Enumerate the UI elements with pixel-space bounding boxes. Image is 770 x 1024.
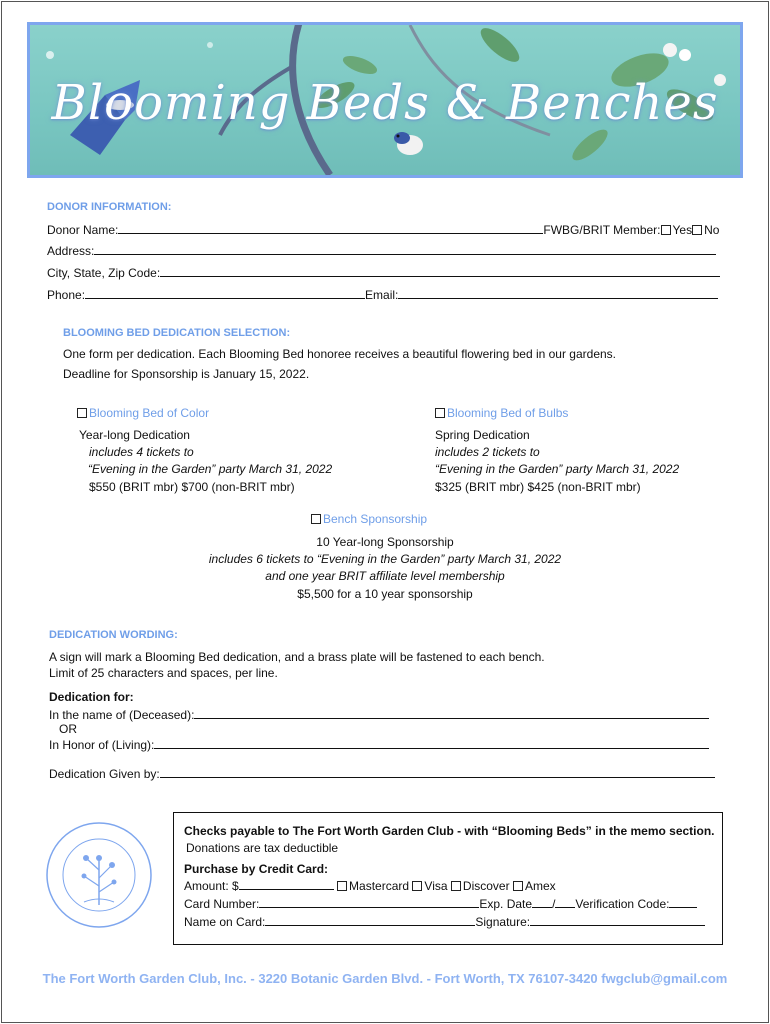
bench-checkbox[interactable] (311, 514, 321, 524)
tax-text: Donations are tax deductible (186, 841, 339, 855)
visa-label: Visa (424, 879, 448, 893)
color-checkbox[interactable] (77, 408, 87, 418)
exp-sep: / (552, 897, 556, 911)
deceased-field[interactable] (194, 707, 709, 719)
address-row (47, 243, 716, 258)
cc-heading: Purchase by Credit Card: (184, 862, 329, 876)
signature-field[interactable] (530, 914, 705, 926)
discover-label: Discover (462, 879, 510, 893)
name-card-row (184, 914, 705, 929)
garden-club-seal (44, 820, 154, 930)
member-no-label: No (704, 223, 720, 237)
living-field[interactable] (154, 737, 709, 749)
bulbs-checkbox[interactable] (435, 408, 445, 418)
selection-intro-2: Deadline for Sponsorship is January 15, 2022. (63, 367, 310, 381)
option-color[interactable] (77, 404, 209, 422)
dedication-for-label: Dedication for: (49, 690, 134, 704)
donor-heading: DONOR INFORMATION: (47, 201, 172, 213)
deceased-row (49, 707, 709, 722)
color-line-3: “Evening in the Garden” party March 31, 2022 (88, 462, 333, 476)
living-label: In Honor of (Living): (49, 738, 155, 752)
city-label: City, State, Zip Code: (47, 266, 161, 280)
mastercard-checkbox[interactable] (337, 881, 347, 891)
bulbs-title: Blooming Bed of Bulbs (447, 406, 569, 420)
verification-field[interactable] (669, 896, 697, 908)
donor-name-field[interactable] (118, 222, 543, 234)
name-on-card-field[interactable] (265, 914, 475, 926)
member-yes-label: Yes (672, 223, 693, 237)
bulbs-line-1: Spring Dedication (435, 428, 530, 442)
exp-label: Exp. Date (479, 897, 533, 911)
header-banner (27, 22, 743, 178)
option-bulbs[interactable] (435, 404, 568, 422)
wording-line-2: Limit of 25 characters and spaces, per line. (49, 666, 278, 680)
address-field[interactable] (94, 243, 716, 255)
or-label: OR (59, 722, 77, 736)
wording-heading: DEDICATION WORDING: (49, 629, 178, 641)
discover-checkbox[interactable] (451, 881, 461, 891)
visa-checkbox[interactable] (412, 881, 422, 891)
mastercard-label: Mastercard (349, 879, 410, 893)
deceased-label: In the name of (Deceased): (49, 708, 195, 722)
email-field[interactable] (398, 287, 718, 299)
phone-email-row (47, 287, 718, 302)
color-line-1: Year-long Dedication (79, 428, 190, 442)
name-on-card-label: Name on Card: (184, 915, 266, 929)
given-row (49, 766, 715, 781)
exp-year-field[interactable] (555, 896, 575, 908)
bulbs-price: $325 (BRIT mbr) $425 (non-BRIT mbr) (435, 480, 641, 494)
given-field[interactable] (160, 766, 715, 778)
city-field[interactable] (160, 265, 720, 277)
selection-intro-1: One form per dedication. Each Blooming Bed honoree receives a beautiful flowering bed in our gardens. (63, 347, 617, 361)
verification-label: Verification Code: (575, 897, 670, 911)
address-label: Address: (47, 244, 95, 258)
living-row (49, 737, 709, 752)
footer-address: The Fort Worth Garden Club, Inc. - 3220 Botanic Garden Blvd. - Fort Worth, TX 76107-3420 fwgclub@gmail.com (42, 971, 728, 986)
color-line-2: includes 4 tickets to (89, 445, 194, 459)
amount-row (184, 878, 556, 893)
exp-month-field[interactable] (532, 896, 552, 908)
given-label: Dedication Given by: (49, 767, 160, 781)
donor-name-row (47, 222, 719, 237)
wording-line-1: A sign will mark a Blooming Bed dedication, and a brass plate will be fastened to each bench. (49, 650, 545, 664)
phone-label: Phone: (47, 288, 86, 302)
card-label: Card Number: (184, 897, 260, 911)
member-yes-checkbox[interactable] (661, 225, 671, 235)
bench-price: $5,500 for a 10 year sponsorship (297, 587, 473, 601)
color-title: Blooming Bed of Color (89, 406, 210, 420)
email-label: Email: (365, 288, 399, 302)
bench-line-3: and one year BRIT affiliate level membership (265, 569, 505, 583)
amount-label: Amount: $ (184, 879, 239, 893)
city-row (47, 265, 720, 280)
amex-checkbox[interactable] (513, 881, 523, 891)
color-price: $550 (BRIT mbr) $700 (non-BRIT mbr) (89, 480, 295, 494)
checks-text: Checks payable to The Fort Worth Garden Club - with “Blooming Beds” in the memo section. (184, 824, 715, 838)
option-bench[interactable] (311, 510, 427, 528)
bench-line-1: 10 Year-long Sponsorship (316, 535, 454, 549)
card-row (184, 896, 697, 911)
amount-field[interactable] (239, 878, 334, 890)
bulbs-line-3: “Evening in the Garden” party March 31, 2022 (435, 462, 680, 476)
signature-label: Signature: (475, 915, 531, 929)
bench-title: Bench Sponsorship (323, 512, 428, 526)
member-no-checkbox[interactable] (692, 225, 702, 235)
amex-label: Amex (524, 879, 556, 893)
bulbs-line-2: includes 2 tickets to (435, 445, 540, 459)
donor-name-label: Donor Name: (47, 223, 119, 237)
bench-line-2: includes 6 tickets to “Evening in the Garden” party March 31, 2022 (208, 552, 562, 566)
member-label: FWBG/BRIT Member: (543, 223, 661, 237)
selection-heading: BLOOMING BED DEDICATION SELECTION: (63, 327, 291, 339)
card-number-field[interactable] (259, 896, 479, 908)
phone-field[interactable] (85, 287, 365, 299)
banner-title: Blooming Beds & Benches (51, 75, 719, 131)
